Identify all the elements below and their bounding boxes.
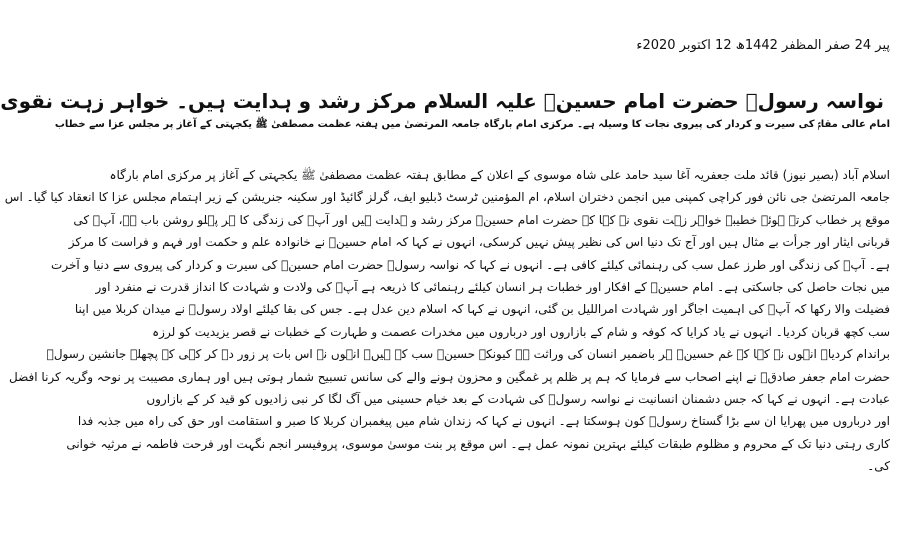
- article-body: [4, 164, 890, 540]
- article-body-line: جامعہ المرتضیٰ جی نائن فور کراچی کمپنی میں انجمن دختران اسلام، ام المؤمنین ٹرسٹ ڈبلیو ایف، گرلز گائیڈ اور سکینہ جنریشن کے زیر اہتمام مجلس عزا کا انعقاد کیا گیا۔ اس: [4, 190, 890, 205]
- article-body-line: عبادت ہے۔ انہوں نے کہا کہ جس دشمنان انسانیت نے نواسہ رسولؐ کی شہادت کے بعد خیام حسینی میں آگ لگا کر نبی زادیوں کو قید کر کے بازاروں: [146, 391, 890, 406]
- article-headline: نواسہ رسولؐ حضرت امام حسینؓ علیہ السلام مرکز رشد و ہدایت ہیں۔ خواہر زہت نقوی: [0, 89, 884, 113]
- article-body-line: کی۔: [867, 459, 890, 474]
- article-date: پیر 24 صفر المظفر 1442ھ 12 اکتوبر 2020ء: [636, 38, 890, 53]
- article-body-line: سب کچھ قربان کردیا۔ انہوں نے یاد کرایا کہ کوفہ و شام کے بازاروں اور درباروں میں مخدرات عصمت و طہارت کے خطبات نے قصر یزیدیت کو لرزہ: [152, 324, 890, 339]
- article-body-line: اسلام آباد (بصیر نیوز) قائد ملت جعفریہ آغا سید حامد علی شاہ موسوی کے اعلان کے مطابق ہفتہ عظمت مصطفیٰ ﷺ یکجہتی کے آغاز پر مرکزی امام بارگاہ: [109, 168, 890, 182]
- article-body-line: موقع پر خطاب کرتے ہوئے خطیبہ خواہر زہت نقوی نے کہا کہ حضرت امام حسینؑ مرکز رشد و ہدایت ہیں اور آپؑ کی زندگی کا ہر پہلو روشن باب ہے، آپؑ کی: [73, 212, 890, 227]
- article-subheadline: امام عالی مقامؑ کی سیرت و کردار کی پیروی نجات کا وسیلہ ہے۔ مرکزی امام بارگاہ جامعہ المرتضیٰ میں ہفتہ عظمت مصطفیٰ ﷺ یکجہتی کے آغاز پر مجلس عزا سے خطاب: [54, 119, 890, 130]
- article-body-line: میں نجات حاصل کی جاسکتی ہے۔ امام حسینؑ کے افکار اور خطبات ہر انسان کیلئے رہنمائی کا ذریعہ ہے آپؑ کی ولادت و شہادت کا انداز قدرت نے منفرد اور: [95, 279, 890, 294]
- article-body-line: قربانی ایثار اور جرأت بے مثال ہیں اور آج تک دنیا اس کی نظیر پیش نہیں کرسکی، انہوں نے کہا کہ امام حسینؑ نے خانوادہ علم و حکمت اور فہم و فراست کا مرکز: [68, 235, 890, 250]
- article-body-line: حضرت امام جعفر صادقؑ نے اپنے اصحاب سے فرمایا کہ ہم پر ظلم پر غمگین و محزون ہونے والے کی سانس تسبیح شمار ہوتی ہیں اور ہماری مصیبت پر نوحہ وگریہ کرنا افضل: [9, 369, 890, 384]
- article-body-line: کاری رہتی دنیا تک کے محروم و مظلوم طبقات کیلئے بہترین نمونہ عمل ہے۔ اس موقع پر بنت موسیٰ موسوی، پروفیسر انجم نگہت اور فرحت فاطمہ نے مرثیہ خوانی: [66, 436, 890, 451]
- article-body-line: اور درباروں میں پھرایا ان سے بڑا گستاخ رسولؐ کون ہوسکتا ہے۔ انہوں نے کہا کہ زندان شام میں پیغمبران کربلا کا صبر و استقامت اور حق کی راہ میں جذبہ فدا: [77, 414, 890, 429]
- article-body-line: براندام کردیا۔ انہوں نے کہا کہ غم حسینؑ ہر باضمیر انسان کی وراثت ہے کیونکہ حسینؑ سب کے ہیں۔ انہوں نے اس بات پر زور دے کر کہی کہ پچھلے جانشین رسولؐ: [46, 347, 890, 362]
- article-body-line: فضیلت والا رکھا کہ آپؑ کی اہمیت اجاگر اور شہادت امراللیل بن گئی، انہوں نے کہا کہ اسلام دین عدل ہے۔ جس کی بقا کیلئے اولاد رسولؐ نے میدان کربلا میں اپنا: [74, 302, 890, 317]
- article-body-line: ہے۔ آپؑ کی زندگی اور طرز عمل سب کی رہنمائی کیلئے کافی ہے۔ انہوں نے کہا کہ نواسہ رسولؐ حضرت امام حسینؑ کی سیرت و کردار کی پیروی سے دنیا و آخرت: [51, 257, 890, 272]
